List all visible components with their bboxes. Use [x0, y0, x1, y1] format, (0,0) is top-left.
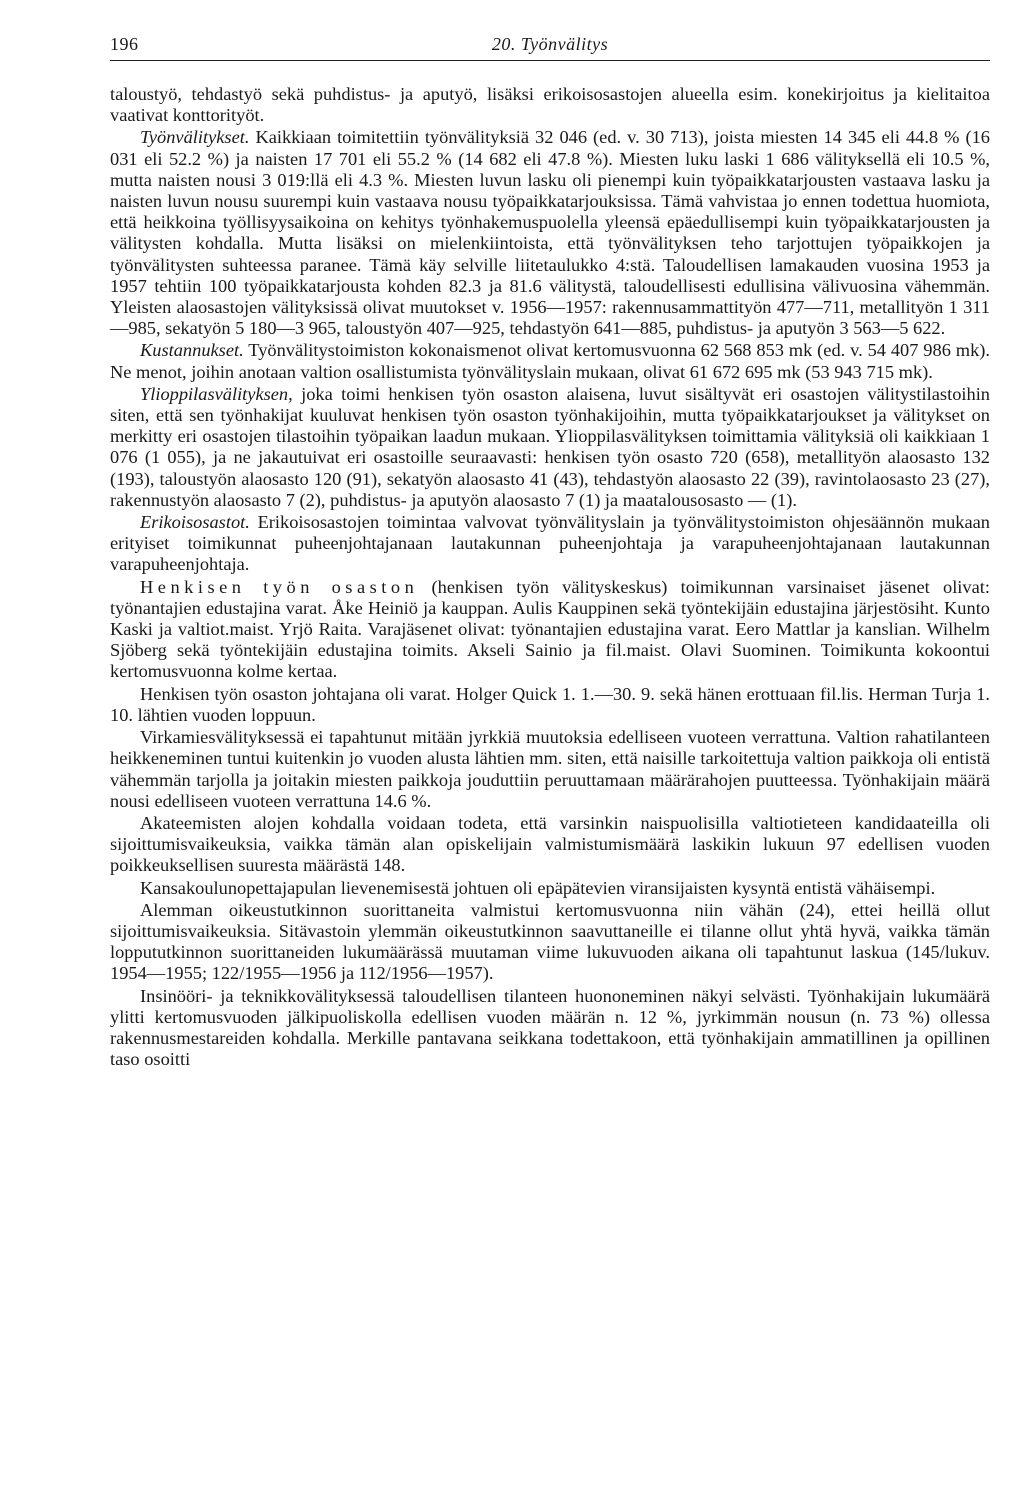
paragraph-text: Työnvälitystoimiston kokonaismenot olivat kertomusvuonna 62 568 853 mk (ed. v. 54 407 986 mk). Ne menot, joihin anotaan valtion osallistumista työnvälityslain mukaan, olivat 61 672 695 mk (53 943 715 mk). [110, 340, 990, 382]
paragraph-text: Virkamiesvälityksessä ei tapahtunut mitään jyrkkiä muutoksia edelliseen vuoteen verrattuna. Valtion rahatilanteen heikkeneminen tuntui kuitenkin jo vuoden alusta lähtien mm. siten, että naisille tarkoitettuja valtion paikkoja oli entistä vähemmän tarjolla ja joitakin miesten paikkoja jouduttiin peruuttamaan määrärahojen puutteessa. Työnhakijain määrä nousi edelliseen vuoteen verrattuna 14.6 %. [110, 727, 990, 811]
paragraph [110, 900, 990, 985]
paragraph-text: Kaikkiaan toimitettiin työnvälityksiä 32 046 (ed. v. 30 713), joista miesten 14 345 eli 44.8 % (16 031 eli 52.2 %) ja naisten 17 701 eli 55.2 % (14 682 eli 47.8 %). Miesten luku laski 1 686 välityksellä eli 10.5 %, mutta naisten nousi 3 019:llä eli 4.3 %. Miesten luvun lasku oli pienempi kuin työpaikkatarjousten vastaava lasku ja naisten luvun nousu suurempi kuin vastaava nousu työpaikkatarjouksissa. Tämä vahvistaa jo ennen todettua huomiota, että heikkoina työllisyysaikoina on kehitys työnhakemuspuolella yleensä epäedullisempi kuin työpaikkatarjousten ja välitysten kohdalla. Mutta lisäksi on mielenkiintoista, että työnvälityksen teho tarjottujen työpaikkojen ja työnvälitysten suhteessa paranee. Tämä käy selville liitetaulukko 4:stä. Taloudellisen lamakauden vuosina 1953 ja 1957 tehtiin 100 työpaikkatarjousta kohden 82.3 ja 81.6 välitystä, taloudellisesti edullisina välivuosina vähemmän. Yleisten alaosastojen välityksissä olivat muutokset v. 1956—1957: rakennusammattityön 477—711, metallityön 1 311—985, sekatyön 5 180—3 965, taloustyön 407—925, tehdastyön 641—885, puhdistus- ja aputyön 3 563—5 622. [110, 127, 990, 339]
section-lead: Työnvälitykset. [140, 127, 250, 148]
paragraph-text: joka toimi henkisen työn osaston alaisena, luvut sisältyvät eri osastojen välitystilastoihin siten, että sen työnhakijat kuuluvat henkisen työn osaston työnhakijoihin, mutta työpaikkatarjoukset ja välitykset on merkitty eri osastojen tilastoihin työpaikan laadun mukaan. Ylioppilasvälityksen toimittamia välityksiä oli kaikkiaan 1 076 (1 055), ja ne jakautuivat eri osastoille seuraavasti: henkisen työn osasto 720 (658), metallityön alaosasto 132 (193), taloustyön alaosasto 120 (91), sekatyön alaosasto 41 (43), tehdastyön alaosasto 22 (39), ravintolaosasto 23 (27), rakennustyön alaosasto 7 (2), puhdistus- ja aputyön alaosasto 7 (1) ja maatalousosasto — (1). [110, 383, 990, 510]
paragraph-text: Akateemisten alojen kohdalla voidaan todeta, että varsinkin naispuolisilla valtiotieteen kandidaateilla oli sijoittumisvaikeuksia, vaikka tämän alan opiskelijain valmistumismäärä laskikin lukuun 97 edellisen vuoden poikkeuksellisen suuresta määrästä 148. [110, 812, 990, 876]
paragraph [110, 813, 990, 877]
section-lead: Kustannukset. [140, 340, 244, 361]
paragraph-text: Alemman oikeustutkinnon suorittaneita valmistui kertomusvuonna niin vähän (24), ettei heillä ollut sijoittumisvaikeuksia. Sitävastoin ylemmän oikeustutkinnon saavuttaneille ei tilanne ollut yhtä hyvä, vaikka tämän loppututkinnon suorittaneiden lukumäärässä muutaman viime lukuvuoden aikana oli tapahtunut laskua (145/lukuv. 1954—1955; 122/1955—1956 ja 112/1956—1957). [110, 899, 990, 984]
spaced-heading: Henkisen työn osaston [140, 576, 419, 597]
paragraph [110, 127, 990, 339]
paragraph-text: (henkisen työn välityskeskus) toimikunnan varsinaiset jäsenet olivat: työnantajien edustajina varat. Åke Heiniö ja kauppan. Aulis Kauppinen sekä työntekijäin edustajina järjestösiht. Kunto Kaski ja valtiot.maist. Yrjö Raita. Varajäsenet olivat: työnantajien edustajina varat. Eero Mattlar ja kanslian. Wilhelm Sjöberg sekä työntekijäin edustajina toimits. Akseli Sainio ja fil.maist. Olavi Suominen. Toimikunta kokoontui kertomusvuonna kolme kertaa. [110, 576, 990, 682]
body-text [110, 84, 990, 1070]
chapter-title: 20. Työnvälitys [491, 34, 609, 54]
paragraph [110, 512, 990, 576]
paragraph-text: Erikoisosastojen toimintaa valvovat työnvälityslain ja työnvälitystoimiston ohjesäännön mukaan erityiset toimikunnat puheenjohtajanaan lautakunnan puheenjohtaja ja varapuheenjohtajanaan lautakunnan varapuheenjohtaja. [110, 512, 990, 575]
paragraph [110, 878, 990, 899]
section-lead: Erikoisosastot. [140, 512, 250, 533]
paragraph-text: Kansakoulunopettajapulan lievenemisestä johtuen oli epäpätevien viransijaisten kysyntä entistä vähäisempi. [140, 877, 936, 898]
section-lead: Ylioppilasvälityksen, [140, 383, 293, 404]
paragraph [110, 84, 990, 126]
paragraph [110, 986, 990, 1071]
paragraph [110, 684, 990, 726]
paragraph-text: taloustyö, tehdastyö sekä puhdistus- ja aputyö, lisäksi erikoisosastojen alueella esim. konekirjoitus ja kielitaitoa vaativat konttorityöt. [110, 84, 990, 126]
paragraph-text: Henkisen työn osaston johtajana oli varat. Holger Quick 1. 1.—30. 9. sekä hänen erottuaan fil.lis. Herman Turja 1. 10. lähtien vuoden loppuun. [110, 683, 990, 725]
paragraph [110, 340, 990, 382]
paragraph [110, 384, 990, 511]
paragraph [110, 727, 990, 812]
running-head [110, 30, 990, 61]
paragraph-text: Insinööri- ja teknikkovälityksessä taloudellisen tilanteen huononeminen näkyi selvästi. Työnhakijain lukumäärä ylitti kertomusvuoden jälkipuoliskolla edellisen vuoden määrän n. 12 %, jyrkimmän nousun (n. 73 %) ollessa rakennusmestareiden kohdalla. Merkille pantavana seikkana todettakoon, että työnhakijain ammatillinen ja opillinen taso osoitti [110, 985, 990, 1070]
page-number: 196 [110, 34, 139, 54]
paragraph [110, 577, 990, 683]
